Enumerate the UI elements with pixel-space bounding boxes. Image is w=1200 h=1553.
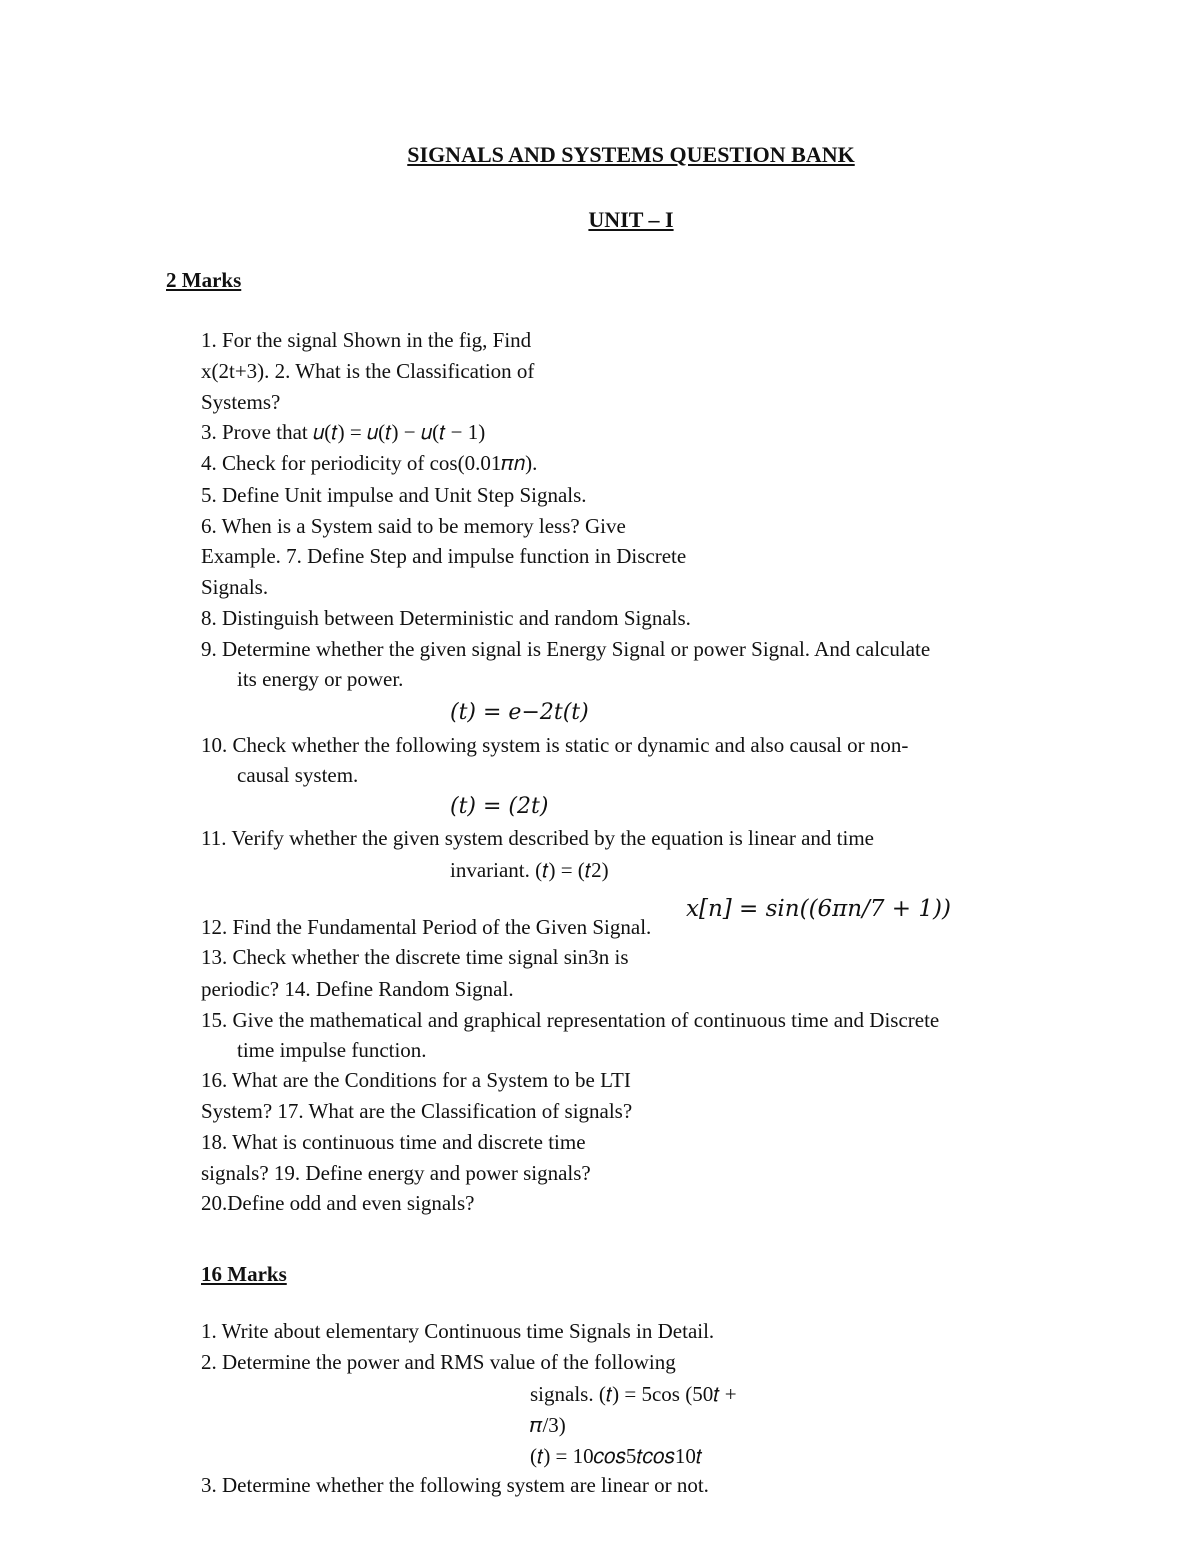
question-line: 20.Define odd and even signals? xyxy=(201,1191,475,1215)
question-line: causal system. xyxy=(237,763,359,787)
question-line: Example. 7. Define Step and impulse function in Discrete xyxy=(201,544,687,568)
question-line: 12. Find the Fundamental Period of the Given Signal. xyxy=(201,915,652,939)
question-line: 1. For the signal Shown in the fig, Find xyxy=(201,328,532,352)
document-title: SIGNALS AND SYSTEMS QUESTION BANK xyxy=(407,142,855,167)
question-line: Signals. xyxy=(201,575,269,599)
question-line: invariant. (𝑡) = (𝑡2) xyxy=(450,858,609,882)
question-line: signals? 19. Define energy and power signals? xyxy=(201,1161,591,1185)
question-line: 4. Check for periodicity of cos(0.01𝜋𝑛). xyxy=(201,451,538,475)
question-line: 5. Define Unit impulse and Unit Step Signals. xyxy=(201,483,587,507)
section-heading-2-marks: 2 Marks xyxy=(166,268,242,292)
question-line: 13. Check whether the discrete time signal sin3n is xyxy=(201,945,629,969)
question-line: 𝜋/3) xyxy=(530,1413,566,1437)
question-line: 11. Verify whether the given system described by the equation is linear and time xyxy=(201,826,874,850)
equation: (𝑡) = (2𝑡) xyxy=(450,794,549,819)
question-line: Systems? xyxy=(201,390,281,414)
question-line: 18. What is continuous time and discrete time xyxy=(201,1130,586,1154)
equation: (𝑡) = 10𝑐𝑜𝑠5𝑡𝑐𝑜𝑠10𝑡 xyxy=(530,1444,703,1468)
question-line: 3. Prove that 𝑢(𝑡) = 𝑢(𝑡) − 𝑢(𝑡 − 1) xyxy=(201,420,486,444)
question-line: 3. Determine whether the following system are linear or not. xyxy=(201,1473,709,1497)
question-line: 2. Determine the power and RMS value of the following xyxy=(201,1350,676,1374)
section-heading-16-marks: 16 Marks xyxy=(201,1262,287,1286)
question-line: x(2t+3). 2. What is the Classification of xyxy=(201,359,535,383)
question-line: 1. Write about elementary Continuous time Signals in Detail. xyxy=(201,1319,715,1343)
equation: 𝑥[𝑛] = sin((6𝜋𝑛/7 + 1)) xyxy=(686,896,951,922)
question-line: 6. When is a System said to be memory less? Give xyxy=(201,514,626,538)
question-line: 10. Check whether the following system is static or dynamic and also causal or non- xyxy=(201,733,909,757)
question-line: time impulse function. xyxy=(237,1038,427,1062)
question-line: its energy or power. xyxy=(237,667,404,691)
unit-heading: UNIT – I xyxy=(588,207,674,232)
question-line: 8. Distinguish between Deterministic and random Signals. xyxy=(201,606,691,630)
question-line: 9. Determine whether the given signal is Energy Signal or power Signal. And calculate xyxy=(201,637,931,661)
question-line: System? 17. What are the Classification of signals? xyxy=(201,1099,633,1123)
equation: (𝑡) = 𝑒−2𝑡(𝑡) xyxy=(450,700,589,725)
question-line: periodic? 14. Define Random Signal. xyxy=(201,977,514,1001)
question-line: signals. (𝑡) = 5cos (50𝑡 + xyxy=(530,1382,737,1406)
question-line: 16. What are the Conditions for a System to be LTI xyxy=(201,1068,631,1092)
question-line: 15. Give the mathematical and graphical representation of continuous time and Discrete xyxy=(201,1008,940,1032)
